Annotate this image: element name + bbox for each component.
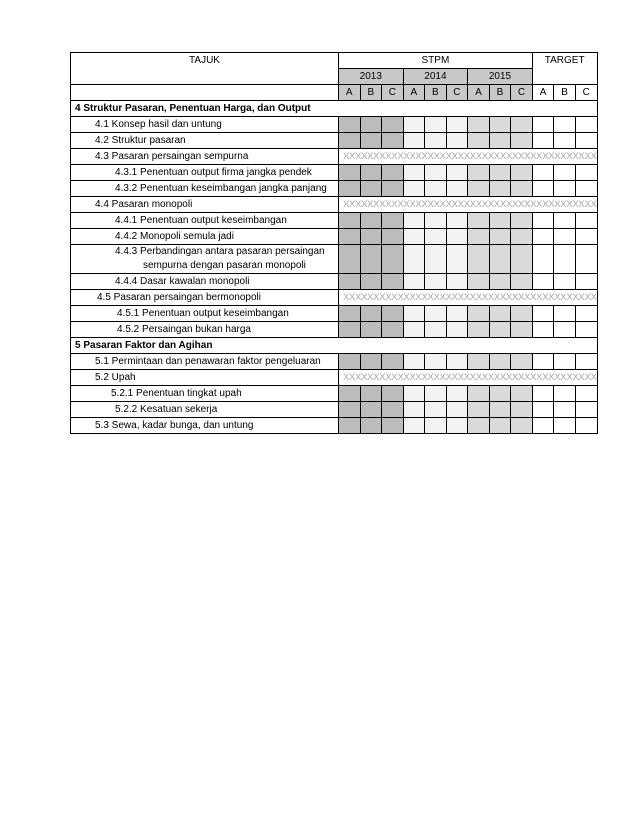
check-cell bbox=[360, 386, 382, 402]
check-cell bbox=[339, 165, 361, 181]
check-cell bbox=[575, 245, 597, 274]
check-cell bbox=[339, 354, 361, 370]
check-cell bbox=[403, 274, 425, 290]
x-fill-cell: XXXXXXXXXXXXXXXXXXXXXXXXXXXXXXXXXXXXXXXXXX bbox=[339, 149, 598, 165]
check-cell bbox=[554, 306, 576, 322]
check-cell bbox=[489, 213, 511, 229]
table-row bbox=[71, 245, 598, 274]
check-cell bbox=[511, 386, 533, 402]
check-cell bbox=[382, 418, 404, 434]
check-cell bbox=[403, 181, 425, 197]
check-cell bbox=[532, 306, 554, 322]
check-cell bbox=[511, 274, 533, 290]
check-cell bbox=[532, 386, 554, 402]
check-cell bbox=[468, 165, 490, 181]
table-row bbox=[71, 290, 598, 306]
check-cell bbox=[446, 133, 468, 149]
check-cell bbox=[468, 274, 490, 290]
check-cell bbox=[339, 418, 361, 434]
check-cell bbox=[339, 229, 361, 245]
check-cell bbox=[403, 402, 425, 418]
check-cell bbox=[425, 213, 447, 229]
check-cell bbox=[382, 274, 404, 290]
check-cell bbox=[532, 354, 554, 370]
table-row bbox=[71, 213, 598, 229]
col-2014-a: A bbox=[403, 85, 425, 101]
check-cell bbox=[360, 274, 382, 290]
check-cell bbox=[339, 402, 361, 418]
check-cell bbox=[360, 165, 382, 181]
check-cell bbox=[382, 386, 404, 402]
check-cell bbox=[360, 322, 382, 338]
check-cell bbox=[489, 117, 511, 133]
check-cell bbox=[339, 213, 361, 229]
table-row bbox=[71, 149, 598, 165]
check-cell bbox=[532, 402, 554, 418]
check-cell bbox=[468, 133, 490, 149]
row-label-line2: sempurna dengan pasaran monopoli bbox=[143, 260, 306, 271]
check-cell bbox=[425, 402, 447, 418]
check-cell bbox=[554, 402, 576, 418]
check-cell bbox=[554, 418, 576, 434]
check-cell bbox=[425, 354, 447, 370]
table-row bbox=[71, 306, 598, 322]
check-cell bbox=[468, 306, 490, 322]
col-2013-a: A bbox=[339, 85, 361, 101]
check-cell bbox=[468, 245, 490, 274]
check-cell bbox=[575, 418, 597, 434]
check-cell bbox=[489, 181, 511, 197]
col-target-c: C bbox=[575, 85, 597, 101]
row-label: 5.2.2 Kesatuan sekerja bbox=[71, 402, 339, 418]
check-cell bbox=[446, 165, 468, 181]
check-cell bbox=[403, 229, 425, 245]
check-cell bbox=[446, 322, 468, 338]
table-row bbox=[71, 181, 598, 197]
check-cell bbox=[425, 245, 447, 274]
check-cell bbox=[446, 213, 468, 229]
table-row bbox=[71, 338, 598, 354]
check-cell bbox=[575, 229, 597, 245]
year-2015: 2015 bbox=[468, 69, 533, 85]
check-cell bbox=[532, 213, 554, 229]
check-cell bbox=[532, 133, 554, 149]
check-cell bbox=[425, 117, 447, 133]
col-2014-b: B bbox=[425, 85, 447, 101]
check-cell bbox=[532, 165, 554, 181]
check-cell bbox=[339, 245, 361, 274]
check-cell bbox=[446, 386, 468, 402]
header-blank bbox=[71, 85, 339, 101]
check-cell bbox=[339, 117, 361, 133]
col-2014-c: C bbox=[446, 85, 468, 101]
row-label: 4.5.2 Persaingan bukan harga bbox=[71, 322, 339, 338]
row-label-line1: 4.4.3 Perbandingan antara pasaran persaingan bbox=[115, 246, 325, 257]
check-cell bbox=[382, 322, 404, 338]
check-cell bbox=[554, 165, 576, 181]
row-label: 4.3.2 Penentuan keseimbangan jangka panjang bbox=[71, 181, 339, 197]
check-cell bbox=[489, 274, 511, 290]
check-cell bbox=[360, 402, 382, 418]
check-cell bbox=[554, 133, 576, 149]
check-cell bbox=[446, 117, 468, 133]
check-cell bbox=[575, 322, 597, 338]
table-row bbox=[71, 386, 598, 402]
check-cell bbox=[554, 229, 576, 245]
check-cell bbox=[554, 322, 576, 338]
check-cell bbox=[468, 213, 490, 229]
check-cell bbox=[575, 133, 597, 149]
check-cell bbox=[575, 165, 597, 181]
col-2015-b: B bbox=[489, 85, 511, 101]
topic-table bbox=[70, 52, 598, 434]
check-cell bbox=[446, 306, 468, 322]
check-cell bbox=[511, 165, 533, 181]
check-cell bbox=[382, 213, 404, 229]
check-cell bbox=[532, 245, 554, 274]
check-cell bbox=[425, 181, 447, 197]
check-cell bbox=[382, 165, 404, 181]
row-label: 5.3 Sewa, kadar bunga, dan untung bbox=[71, 418, 339, 434]
check-cell bbox=[468, 322, 490, 338]
table-row bbox=[71, 229, 598, 245]
check-cell bbox=[511, 418, 533, 434]
row-label: 5.2 Upah bbox=[71, 370, 339, 386]
check-cell bbox=[489, 418, 511, 434]
check-cell bbox=[403, 117, 425, 133]
col-target-b: B bbox=[554, 85, 576, 101]
row-label bbox=[71, 245, 339, 274]
table-row bbox=[71, 274, 598, 290]
check-cell bbox=[575, 306, 597, 322]
check-cell bbox=[382, 245, 404, 274]
check-cell bbox=[468, 181, 490, 197]
check-cell bbox=[403, 245, 425, 274]
check-cell bbox=[468, 117, 490, 133]
x-fill-cell: XXXXXXXXXXXXXXXXXXXXXXXXXXXXXXXXXXXXXXXXXX bbox=[339, 290, 598, 306]
row-label: 4.4.2 Monopoli semula jadi bbox=[71, 229, 339, 245]
year-2014: 2014 bbox=[403, 69, 468, 85]
row-label: 4.4 Pasaran monopoli bbox=[71, 197, 339, 213]
col-2015-a: A bbox=[468, 85, 490, 101]
check-cell bbox=[489, 386, 511, 402]
check-cell bbox=[382, 229, 404, 245]
check-cell bbox=[360, 213, 382, 229]
check-cell bbox=[360, 418, 382, 434]
check-cell bbox=[575, 213, 597, 229]
check-cell bbox=[554, 274, 576, 290]
check-cell bbox=[511, 229, 533, 245]
check-cell bbox=[489, 133, 511, 149]
row-label: 5.1 Permintaan dan penawaran faktor pengeluaran bbox=[71, 354, 339, 370]
check-cell bbox=[425, 306, 447, 322]
year-2013: 2013 bbox=[339, 69, 404, 85]
table-row bbox=[71, 354, 598, 370]
table-row bbox=[71, 101, 598, 117]
check-cell bbox=[339, 306, 361, 322]
check-cell bbox=[425, 133, 447, 149]
check-cell bbox=[511, 245, 533, 274]
check-cell bbox=[339, 322, 361, 338]
check-cell bbox=[382, 117, 404, 133]
col-target-a: A bbox=[532, 85, 554, 101]
check-cell bbox=[554, 245, 576, 274]
table-row bbox=[71, 117, 598, 133]
check-cell bbox=[446, 245, 468, 274]
row-label: 4.5.1 Penentuan output keseimbangan bbox=[71, 306, 339, 322]
check-cell bbox=[511, 322, 533, 338]
check-cell bbox=[339, 274, 361, 290]
check-cell bbox=[360, 306, 382, 322]
check-cell bbox=[425, 274, 447, 290]
table-row bbox=[71, 197, 598, 213]
row-label: 5.2.1 Penentuan tingkat upah bbox=[71, 386, 339, 402]
check-cell bbox=[403, 418, 425, 434]
check-cell bbox=[511, 306, 533, 322]
check-cell bbox=[511, 354, 533, 370]
check-cell bbox=[360, 354, 382, 370]
col-2013-b: B bbox=[360, 85, 382, 101]
row-label: 4.4.1 Penentuan output keseimbangan bbox=[71, 213, 339, 229]
header-stpm: STPM bbox=[339, 53, 533, 69]
x-fill-cell: XXXXXXXXXXXXXXXXXXXXXXXXXXXXXXXXXXXXXXXXXX bbox=[339, 370, 598, 386]
check-cell bbox=[489, 229, 511, 245]
check-cell bbox=[382, 354, 404, 370]
check-cell bbox=[403, 165, 425, 181]
table-row bbox=[71, 322, 598, 338]
check-cell bbox=[446, 418, 468, 434]
check-cell bbox=[339, 181, 361, 197]
check-cell bbox=[575, 274, 597, 290]
check-cell bbox=[511, 181, 533, 197]
x-fill-cell: XXXXXXXXXXXXXXXXXXXXXXXXXXXXXXXXXXXXXXXXXX bbox=[339, 197, 598, 213]
check-cell bbox=[425, 418, 447, 434]
check-cell bbox=[339, 386, 361, 402]
check-cell bbox=[489, 306, 511, 322]
check-cell bbox=[382, 402, 404, 418]
check-cell bbox=[532, 229, 554, 245]
check-cell bbox=[446, 229, 468, 245]
row-label: 4.2 Struktur pasaran bbox=[71, 133, 339, 149]
check-cell bbox=[511, 213, 533, 229]
section-heading: 4 Struktur Pasaran, Penentuan Harga, dan Output bbox=[71, 101, 598, 117]
check-cell bbox=[489, 165, 511, 181]
table-row bbox=[71, 370, 598, 386]
check-cell bbox=[468, 354, 490, 370]
col-2015-c: C bbox=[511, 85, 533, 101]
check-cell bbox=[360, 245, 382, 274]
check-cell bbox=[446, 274, 468, 290]
check-cell bbox=[446, 354, 468, 370]
check-cell bbox=[575, 181, 597, 197]
check-cell bbox=[425, 322, 447, 338]
check-cell bbox=[575, 402, 597, 418]
check-cell bbox=[468, 402, 490, 418]
check-cell bbox=[575, 354, 597, 370]
col-2013-c: C bbox=[382, 85, 404, 101]
check-cell bbox=[532, 274, 554, 290]
table-row bbox=[71, 402, 598, 418]
check-cell bbox=[532, 117, 554, 133]
check-cell bbox=[382, 181, 404, 197]
check-cell bbox=[554, 213, 576, 229]
check-cell bbox=[360, 181, 382, 197]
check-cell bbox=[489, 322, 511, 338]
check-cell bbox=[339, 133, 361, 149]
check-cell bbox=[403, 354, 425, 370]
row-label: 4.3 Pasaran persaingan sempurna bbox=[71, 149, 339, 165]
check-cell bbox=[554, 354, 576, 370]
check-cell bbox=[446, 402, 468, 418]
check-cell bbox=[532, 418, 554, 434]
check-cell bbox=[403, 386, 425, 402]
table-row bbox=[71, 418, 598, 434]
check-cell bbox=[425, 229, 447, 245]
check-cell bbox=[403, 213, 425, 229]
check-cell bbox=[468, 418, 490, 434]
check-cell bbox=[425, 165, 447, 181]
section-heading: 5 Pasaran Faktor dan Agihan bbox=[71, 338, 598, 354]
check-cell bbox=[425, 386, 447, 402]
header-target: TARGET bbox=[532, 53, 597, 85]
check-cell bbox=[489, 402, 511, 418]
check-cell bbox=[554, 386, 576, 402]
check-cell bbox=[468, 386, 490, 402]
table-row bbox=[71, 133, 598, 149]
check-cell bbox=[554, 181, 576, 197]
check-cell bbox=[489, 245, 511, 274]
check-cell bbox=[489, 354, 511, 370]
check-cell bbox=[382, 133, 404, 149]
header-tajuk: TAJUK bbox=[71, 53, 339, 85]
check-cell bbox=[511, 402, 533, 418]
check-cell bbox=[360, 229, 382, 245]
row-label: 4.4.4 Dasar kawalan monopoli bbox=[71, 274, 339, 290]
check-cell bbox=[382, 306, 404, 322]
check-cell bbox=[468, 229, 490, 245]
check-cell bbox=[446, 181, 468, 197]
check-cell bbox=[575, 117, 597, 133]
check-cell bbox=[403, 133, 425, 149]
check-cell bbox=[532, 181, 554, 197]
check-cell bbox=[360, 133, 382, 149]
check-cell bbox=[403, 306, 425, 322]
check-cell bbox=[532, 322, 554, 338]
row-label: 4.1 Konsep hasil dan untung bbox=[71, 117, 339, 133]
row-label: 4.3.1 Penentuan output firma jangka pendek bbox=[71, 165, 339, 181]
check-cell bbox=[511, 117, 533, 133]
check-cell bbox=[403, 322, 425, 338]
check-cell bbox=[575, 386, 597, 402]
table-row bbox=[71, 165, 598, 181]
check-cell bbox=[554, 117, 576, 133]
check-cell bbox=[511, 133, 533, 149]
row-label: 4.5 Pasaran persaingan bermonopoli bbox=[71, 290, 339, 306]
check-cell bbox=[360, 117, 382, 133]
